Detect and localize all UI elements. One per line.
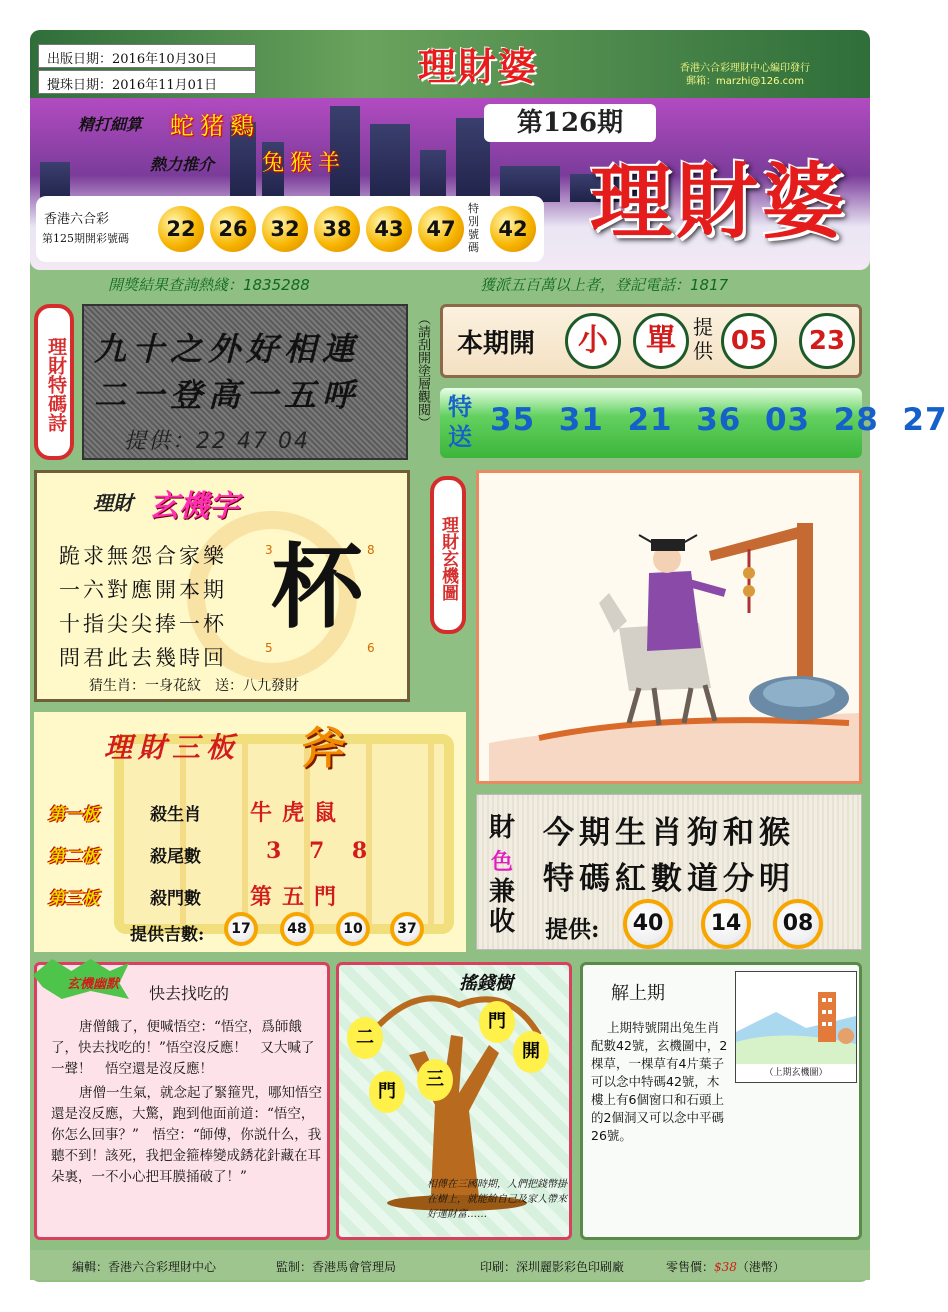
mystery-guess: 猜生肖：一身花紋 送：八九發財	[89, 678, 299, 694]
last-issue-img-caption: （上期玄機圖）	[764, 1068, 828, 1078]
last-issue-text	[591, 1019, 731, 1145]
zodiac-hot: 兔猴羊	[262, 151, 347, 176]
board-2-value: 3 7 8	[266, 838, 378, 864]
send-number: 27	[902, 402, 948, 438]
label-hot: 熱力推介	[150, 155, 215, 174]
board-3-value: 第五門	[250, 884, 347, 910]
publisher-name: 香港六合彩理財中心編印發行	[680, 63, 810, 74]
result-ball: 22	[158, 206, 204, 252]
mystery-line: 問君此去幾時回	[59, 646, 227, 670]
label-precise: 精打細算	[78, 115, 143, 134]
send-number: 31	[558, 402, 604, 438]
result-label-1: 香港六合彩	[44, 212, 110, 227]
send-number: 21	[627, 402, 673, 438]
wealth-line-2: 特碼紅數道分明	[543, 861, 795, 897]
footer-supervisor: 監制：香港馬會管理局	[276, 1260, 397, 1274]
send-number: 28	[833, 402, 879, 438]
corner-num: 6	[367, 641, 375, 655]
mystery-big-char: 杯	[271, 534, 364, 641]
special-poem-box	[82, 304, 408, 460]
corner-num: 5	[265, 641, 273, 655]
open-number-2: 23	[799, 313, 855, 369]
wealth-side-bottom: 兼收	[489, 877, 516, 937]
logo-small: 理財婆	[417, 44, 538, 89]
scratch-note: （請刮開塗層觀閱）	[415, 312, 430, 429]
footer-price: $38	[714, 1260, 737, 1274]
hotline-register: 獲派五百萬以上者，登記電話：1817	[480, 276, 729, 294]
last-issue-body: 上期特號開出兔生肖配數42號，玄機圖中，2棵草，一棵草有4片葉子可以念中特碼42號，木樓上有6個窗口和石頭上的2個洞又可以念中平碼26號。	[591, 1020, 728, 1143]
corner-num: 3	[265, 543, 273, 557]
mystery-line: 跪求無怨合家樂	[59, 544, 227, 568]
fruit: 開	[513, 1031, 549, 1073]
money-tree-caption: 相傳在三國時期，人們把錢幣掛在樹上，就能給自己及家人帶來好運財富……	[427, 1179, 567, 1220]
logo-big: 理財婆	[589, 154, 848, 250]
humor-para-1: 唐僧餓了，便喊悟空：“悟空，爲師餓了，快去找吃的！”悟空沒反應！ 又大喊了一聲！ 悟空還是沒反應！	[51, 1019, 315, 1077]
special-label: 特別號碼	[468, 202, 479, 254]
publish-date: 出版日期：2016年10月30日	[38, 44, 256, 68]
footer-printer: 印刷：深圳麗影彩色印刷廠	[480, 1260, 625, 1274]
zodiac-precise: 蛇猪鷄	[170, 112, 260, 140]
footer-price-group	[666, 1258, 785, 1275]
lucky-ball: 17	[224, 912, 258, 946]
result-ball: 38	[314, 206, 360, 252]
open-panel	[440, 304, 862, 378]
wealth-side-top: 財	[489, 813, 516, 843]
parity-circle: 單	[633, 313, 689, 369]
result-ball: 47	[418, 206, 464, 252]
board-3-label: 第三板	[48, 889, 99, 909]
last-issue-box	[580, 962, 862, 1240]
send-number: 35	[490, 402, 536, 438]
fruit: 三	[417, 1059, 453, 1101]
three-boards-box	[34, 712, 466, 952]
wealth-provide: 提供:	[545, 916, 600, 943]
result-ball: 43	[366, 206, 412, 252]
open-number-1: 05	[721, 313, 777, 369]
send-number: 36	[696, 402, 742, 438]
wealth-line-1: 今期生肖狗和猴	[543, 815, 795, 851]
humor-badge: 玄機幽默	[67, 977, 120, 992]
corner-num: 8	[367, 543, 375, 557]
board-2-label: 第二板	[48, 847, 99, 867]
board-1-label: 第一板	[48, 805, 99, 825]
poem-provide: 提供：22 47 04	[124, 429, 310, 454]
last-result-box	[36, 196, 544, 262]
donkey-rider-illustration	[479, 473, 859, 781]
open-label: 本期開	[457, 329, 536, 359]
mystery-char-box	[34, 470, 410, 702]
footer-price-unit: （港幣）	[736, 1260, 785, 1274]
footer-editor: 編輯：香港六合彩理財中心	[72, 1260, 217, 1274]
wealth-ball: 08	[773, 899, 823, 949]
wealth-ball: 14	[701, 899, 751, 949]
draw-date: 攪珠日期：2016年11月01日	[38, 70, 256, 94]
result-ball: 32	[262, 206, 308, 252]
publisher-email: 郵箱：marzhi@126.com	[686, 76, 804, 87]
footer-price-label: 零售價：	[666, 1260, 715, 1274]
special-poem-label: 理財特碼詩	[34, 304, 74, 460]
humor-para-2: 唐僧一生氣，就念起了緊箍咒，哪知悟空還是沒反應，大驚，跑到他面前道：“悟空，你怎么回事？” 悟空：“師傅，你説什么，我聽不到！該死，我把金箍棒變成銹花針藏在耳朵裏，一不小心把耳膜捅破了！”	[51, 1085, 322, 1185]
mystery-pic-label: 理財玄機圖	[430, 476, 466, 634]
lucky-ball: 48	[280, 912, 314, 946]
wealth-side-mid: 色	[491, 849, 514, 875]
humor-box	[34, 962, 330, 1240]
mystery-poem	[59, 539, 227, 675]
mystery-picture	[476, 470, 862, 784]
poem-line-2: 二一登高一五呼	[94, 376, 361, 414]
send-numbers	[490, 402, 948, 438]
axe-char: 斧	[302, 723, 346, 774]
lucky-ball: 10	[336, 912, 370, 946]
size-circle: 小	[565, 313, 621, 369]
lucky-ball: 37	[390, 912, 424, 946]
wealth-box	[476, 794, 862, 950]
fruit: 二	[347, 1017, 383, 1059]
issue-number: 第126期	[484, 104, 656, 142]
board-3-type: 殺門數	[150, 889, 201, 909]
result-label-2: 第125期開彩號碼	[42, 232, 129, 245]
lucky-label: 提供吉數:	[130, 925, 205, 945]
special-ball: 42	[490, 206, 536, 252]
board-1-type: 殺生肖	[150, 805, 201, 825]
money-tree-box	[336, 962, 572, 1240]
mystery-prefix: 理財	[93, 491, 133, 515]
open-provide: 提供	[693, 315, 713, 363]
poem-line-1: 九十之外好相連	[94, 330, 361, 368]
publisher-info	[630, 62, 860, 88]
mystery-title: 玄機字	[149, 489, 239, 524]
hotline-bar	[30, 272, 870, 296]
last-issue-title: 解上期	[611, 983, 665, 1004]
footer	[30, 1250, 870, 1280]
board-2-type: 殺尾數	[150, 847, 201, 867]
boards-title: 理財三板	[104, 731, 241, 764]
humor-title: 快去找吃的	[149, 984, 230, 1003]
send-panel	[440, 388, 948, 458]
wealth-ball: 40	[623, 899, 673, 949]
money-tree-title: 搖錢樹	[459, 973, 513, 994]
board-1-value: 牛虎鼠	[250, 800, 347, 826]
send-number: 03	[764, 402, 811, 438]
fruit: 門	[479, 1001, 515, 1043]
result-ball: 26	[210, 206, 256, 252]
last-issue-image	[735, 971, 857, 1083]
fruit: 門	[369, 1071, 405, 1113]
mystery-line: 一六對應開本期	[59, 578, 227, 602]
last-issue-illustration	[736, 972, 856, 1064]
send-label: 特送	[448, 392, 472, 451]
hotline-query: 開獎結果查詢熱綫：1835288	[108, 276, 310, 294]
mystery-line: 十指尖尖捧一杯	[59, 612, 227, 636]
